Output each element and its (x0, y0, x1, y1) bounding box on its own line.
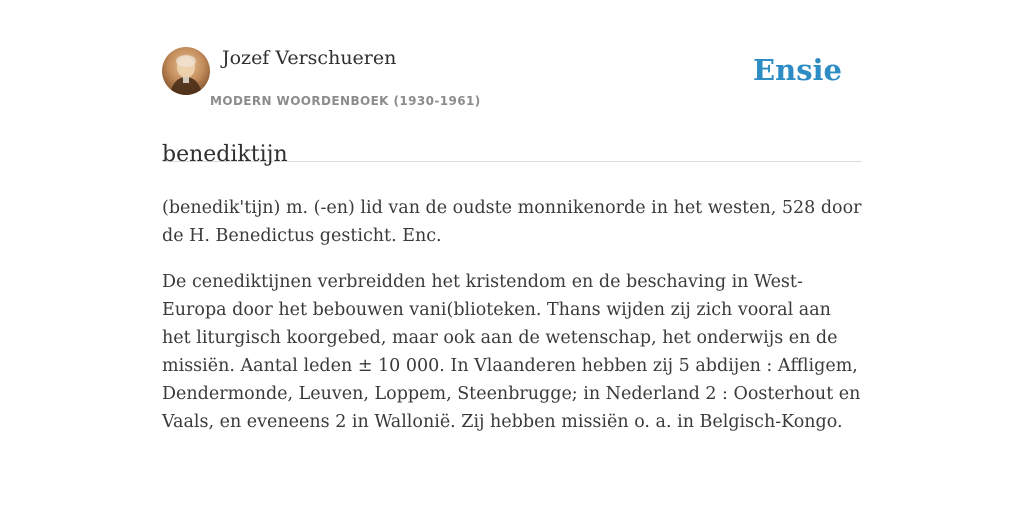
definition-paragraph: (benedik'tijn) m. (-en) lid van de oudste monnikenorde in het westen, 528 door de H. Benedictus gesticht. Enc. (162, 198, 862, 246)
portrait-icon (162, 47, 210, 95)
definition-paragraph: De cenediktijnen verbreidden het kristendom en de beschaving in West-Europa door het bebouwen vani(blioteken. Thans wijden zij zich vooral aan het liturgisch koorgebed, maar ook aan de wetenschap, het onderwijs en de missiën. Aantal leden ± 10 000. In Vlaanderen hebben zij 5 abdijen : Affligem, Dendermonde, Leuven, Loppem, Steenbrugge; in Nederland 2 : Oosterhout en Vaals, en eveneens 2 in Wallonië. Zij hebben missiën o. a. in Belgisch-Kongo. (162, 272, 861, 432)
source-label[interactable]: MODERN WOORDENBOEK (1930-1961) (210, 94, 481, 108)
entry-card (162, 0, 862, 512)
author-avatar[interactable] (162, 47, 210, 95)
author-name[interactable]: Jozef Verschueren (222, 47, 397, 69)
entry-header (162, 46, 862, 116)
entry-headword: benediktijn (162, 142, 288, 167)
entry-definition (162, 194, 862, 454)
brand-logo[interactable]: Ensie (753, 53, 842, 87)
